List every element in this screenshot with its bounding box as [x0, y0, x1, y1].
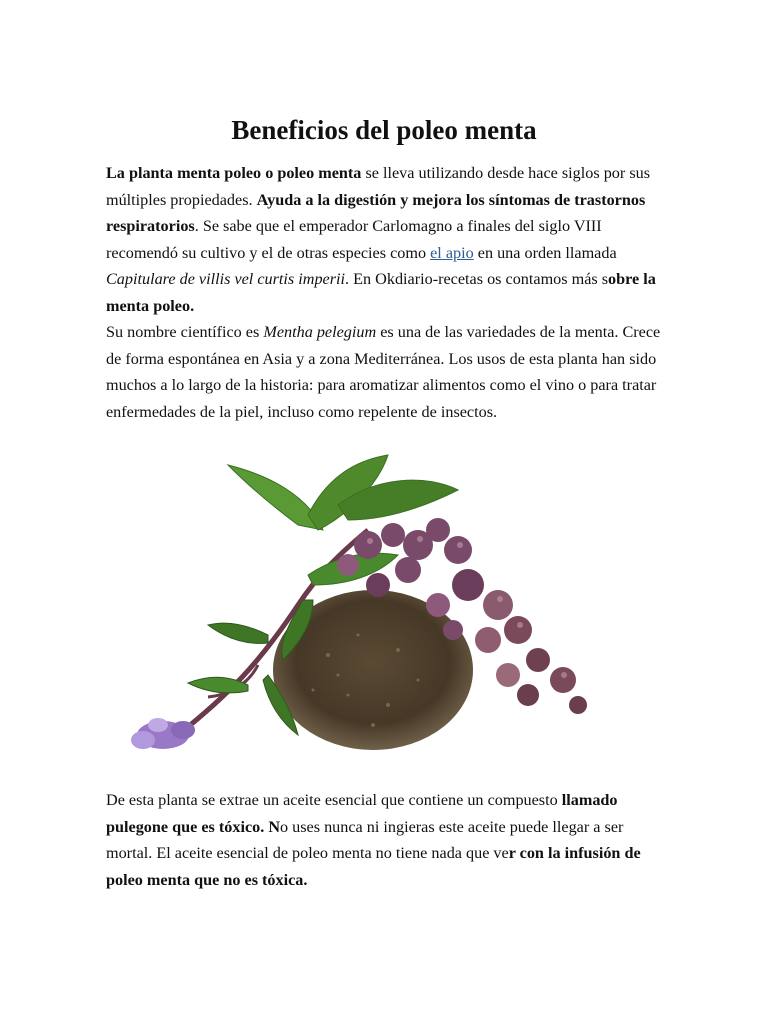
bold-benefits: Ayuda a la digestión y mejora los síntomas de trastornos respiratorios: [106, 190, 646, 235]
paragraph-intro: La planta menta poleo o poleo menta se lleva utilizando desde hace siglos por sus múltiples propiedades. Ayuda a la digestión y mejora los síntomas de trastornos respiratorios. Se sabe que el emperador Carlomagno a finales del siglo VIII recomendó su cultivo y el de otras especies como el apio en una orden llamada Capitulare de villis vel curtis imperii. En Okdiario-recetas os contamos más sobre la menta poleo.: [106, 164, 656, 315]
plant-illustration: [108, 435, 628, 775]
italic-capitulare: Capitulare de villis vel curtis imperii: [106, 270, 346, 288]
paragraph-scientific-name: Su nombre científico es Mentha pelegium es una de las variedades de la menta. Crece de forma espontánea en Asia y a zona Mediterránea. Los usos de esta planta han sido muchos a lo largo de la historia: para aromatizar alimentos como el vino o para tratar enfermedades de la piel, incluso como repelente de insectos.: [106, 323, 661, 421]
paragraph-warning: De esta planta se extrae un aceite esencial que contiene un compuesto llamado pulegone que es tóxico. No uses nunca ni ingieras este aceite puede llegar a ser mortal. El aceite esencial de poleo menta no tiene nada que ver con la infusión de poleo menta que no es tóxica.: [106, 791, 641, 889]
pennyroyal-plant-photo: [108, 435, 628, 775]
bold-sobre: obre la menta poleo.: [106, 270, 656, 315]
bold-plant-name: La planta menta poleo o poleo menta: [106, 164, 362, 182]
bold-pulegone: llamado pulegone que es tóxico. N: [106, 791, 618, 836]
bold-infusion: r con la infusión de poleo menta que no es tóxica.: [106, 844, 641, 889]
italic-species: Mentha pelegium: [263, 323, 377, 341]
lavender-flower-spike: [131, 718, 195, 749]
link-el-apio[interactable]: el apio: [430, 243, 474, 262]
page-title: Beneficios del poleo menta: [231, 115, 537, 145]
document-page: [106, 108, 662, 893]
